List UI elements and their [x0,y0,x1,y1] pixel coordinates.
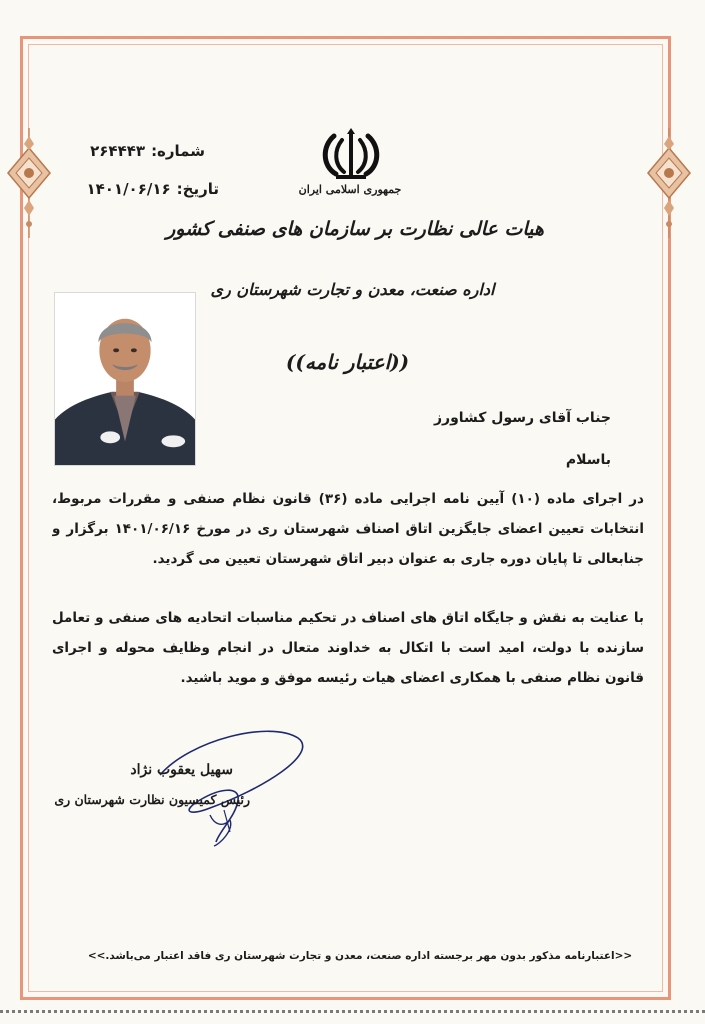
body-paragraph-2: با عنایت به نقش و جایگاه اتاق های اصناف در تحکیم مناسبات اتحادیه های صنفی و تعامل سازنده با دولت، امید است با اتکال به خداوند متعال در انجام وظایف محوله و اجرای قانون نظام صنفی با همکاری اعضای هیات رئیسه موفق و موید باشید. [52,610,644,686]
board-title: هیات عالی نظارت بر سازمان های صنفی کشور [166,218,544,240]
document-date [86,180,219,198]
document-title: ((اعتبار نامه)) [285,350,410,374]
recipient-salutation: جناب آقای رسول کشاورز [433,410,611,426]
number-label: شماره: [151,142,205,160]
footer-note: <<اعتبارنامه مذکور بدون مهر برجسته اداره صنعت، معدن و تجارت شهرستان ری فاقد اعتبار می‌باشد.>> [87,950,633,962]
signer-name: سهیل یعقوب نژاد [130,762,233,778]
greeting: باسلام [565,452,611,468]
floral-ornament-left-icon [0,128,58,238]
date-label: تاریخ: [176,180,219,198]
republic-label: جمهوری اسلامی ایران [298,183,402,196]
office-title: اداره صنعت، معدن و تجارت شهرستان ری [210,280,495,299]
signer-title: رئیس کمیسیون نظارت شهرستان ری [54,792,250,807]
document-number [90,142,205,160]
floral-ornament-right-icon [640,128,698,238]
portrait-photo [54,292,196,466]
date-value: ۱۴۰۱/۰۶/۱۶ [86,180,171,198]
iran-emblem-icon [320,128,382,180]
bottom-dotted-line [0,1010,705,1013]
handwritten-signature [150,720,320,850]
number-value: ۲۶۴۴۴۳ [90,142,146,160]
body-paragraph-1: در اجرای ماده (۱۰) آیین نامه اجرایی ماده (۳۶) قانون نظام صنفی و مقررات مربوط، انتخابات تعیین اعضای جایگزین اتاق اصناف شهرستان ری در مورخ ۱۴۰۱/۰۶/۱۶ برگزار و جنابعالی تا پایان دوره جاری به عنوان دبیر اتاق شهرستان تعیین می گردید. [52,491,644,567]
